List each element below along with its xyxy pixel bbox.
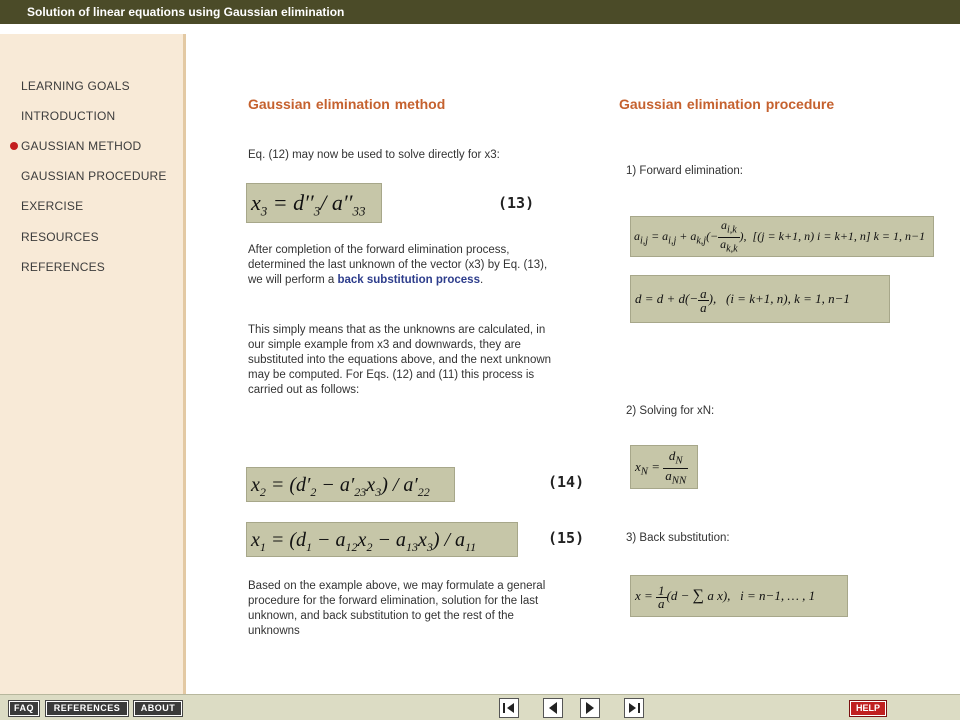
step-1-text: 1) Forward elimination:	[626, 165, 743, 177]
about-button[interactable]: ABOUT	[134, 701, 182, 716]
next-page-button[interactable]	[580, 698, 600, 718]
forward-elimination-paragraph	[248, 243, 554, 288]
previous-icon	[546, 701, 560, 715]
back-substitution-formula: x = $\frac{1}{a}$ (d − ∑ a x), i = n−1, … , 1	[630, 575, 848, 617]
sidebar-item-gaussian-procedure[interactable]: GAUSSIAN PROCEDURE	[21, 169, 167, 183]
previous-page-button[interactable]	[543, 698, 563, 718]
equation-14-label: (14)	[548, 473, 585, 491]
equation-15-label: (15)	[548, 529, 585, 547]
help-button[interactable]: HELP	[850, 701, 886, 716]
next-icon	[583, 701, 597, 715]
window-title: Solution of linear equations using Gaussian elimination	[27, 5, 345, 19]
sidebar-item-gaussian-method[interactable]: GAUSSIAN METHOD	[21, 139, 142, 153]
paragraph-text: After completion of the forward elimination process, determined the last unknown of the vector (x3) by Eq. (13), we will perform a	[248, 244, 548, 286]
first-page-button[interactable]	[499, 698, 519, 718]
sidebar-item-exercise[interactable]: EXERCISE	[21, 199, 84, 213]
forward-elimination-rhs-formula: d = d + d(− $\frac{a}{a}$ ), (i = k+1, n), k = 1, n−1	[630, 275, 890, 323]
step-3-text: 3) Back substitution:	[626, 532, 730, 544]
title-bar	[0, 0, 960, 24]
procedure-heading: Gaussian elimination procedure	[619, 96, 835, 112]
explanation-paragraph: This simply means that as the unknowns are calculated, in our simple example from x3 and downwards, they are substituted into the equations above, and the next unknown may be computed. For Eqs. (12) and (11) this process is carried out as follows:	[248, 324, 552, 396]
method-heading: Gaussian elimination method	[248, 96, 446, 112]
last-page-icon	[627, 701, 641, 715]
sidebar	[0, 34, 186, 694]
last-page-button[interactable]	[624, 698, 644, 718]
references-button[interactable]: REFERENCES	[46, 701, 128, 716]
intro-text: Eq. (12) may now be used to solve directly for x3:	[248, 149, 500, 161]
paragraph-text-end: .	[479, 274, 484, 286]
equation-15: $x_1 = (d_1 - a_{12}x_2 - a_{13}x_3) / a_{11}$	[246, 522, 518, 557]
faq-button[interactable]: FAQ	[9, 701, 39, 716]
sidebar-item-references[interactable]: REFERENCES	[21, 260, 106, 274]
equation-14: $x_2 = (d'_2 - a'_{23}x_3) / a'_{22}$	[246, 467, 455, 502]
solve-xn-formula: $x_N$ = $\frac{d_N}{a_{NN}}$	[630, 445, 698, 489]
sidebar-item-introduction[interactable]: INTRODUCTION	[21, 109, 116, 123]
sidebar-item-learning-goals[interactable]: LEARNING GOALS	[21, 79, 130, 93]
step-2-text: 2) Solving for xN:	[626, 405, 715, 417]
sidebar-item-resources[interactable]: RESOURCES	[21, 230, 99, 244]
first-page-icon	[502, 701, 516, 715]
active-item-bullet-icon	[10, 142, 18, 150]
forward-elimination-formula: $a_{i,j} = a_{i,j} + a_{k,j}(-$ $\frac{a_{i,k}}{a_{k,k}}$ ), [(j = k+1, n) i = k+1, n] k = 1, n−1	[630, 216, 934, 257]
back-substitution-term: back substitution process	[337, 274, 480, 286]
equation-13: $x_3 = d''_3/$ $a''_{33}$	[246, 183, 382, 223]
equation-13-label: (13)	[498, 194, 535, 212]
bottom-toolbar	[0, 694, 960, 720]
summary-paragraph: Based on the example above, we may formulate a general procedure for the forward elimination, solution for the last unknown, and back substitution to get the rest of the unknowns	[248, 580, 546, 637]
